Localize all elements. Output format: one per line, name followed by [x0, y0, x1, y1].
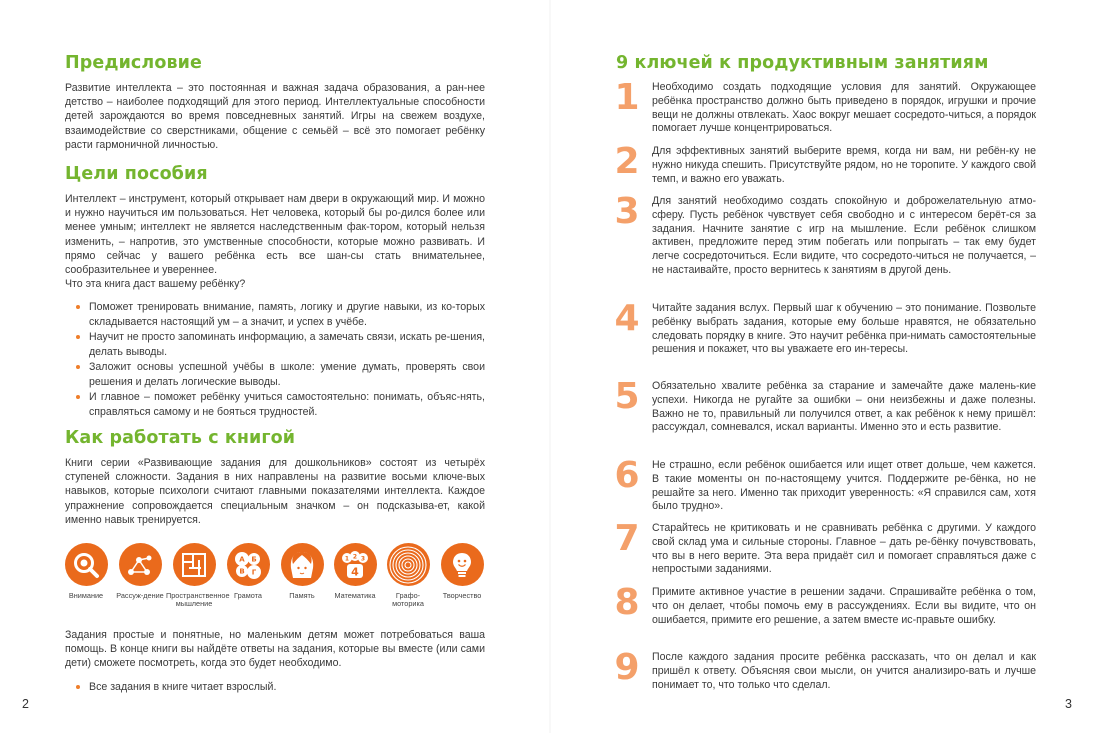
- howto-text: Книги серии «Развивающие задания для дошкольников» состоят из четырёх ступеней сложности. Задания в них направлены на развитие восьми ключе-вых навыков, которые психологи считают главными показателями интеллекта. Каждое упражнение сопровождается специальным значком – он подсказыва-ет, какой именно навык тренируется.: [65, 457, 485, 526]
- goals-title: Цели пособия: [65, 164, 208, 184]
- key-number: 2: [614, 141, 640, 182]
- key-item: [612, 582, 1036, 646]
- skill-label: Графо-моторика: [392, 591, 424, 609]
- list-item: И главное – поможет ребёнку учиться самостоятельно: понимать, объяс-нять, справляться самому и не бояться трудностей.: [65, 390, 485, 418]
- key-item: [612, 518, 1036, 582]
- skill-label: Математика: [334, 591, 376, 600]
- preface-text: Развитие интеллекта – это постоянная и важная задача образования, а ран-нее детство – наиболее подходящий для этого период. Интеллектуальные способности детей зарождаются во время повседневных занятий. Игры на свежем воздухе, взаимодействие со сверстниками, общение с семьёй – всё это помогает ребёнку расти гармоничной личностью.: [65, 82, 485, 151]
- skill-label: Внимание: [68, 591, 104, 600]
- lightbulb-icon: [441, 543, 484, 586]
- list-item: Заложит основы успешной учёбы в школе: умение думать, проверять свои решения и делать логические выводы.: [65, 360, 485, 388]
- key-number: 6: [614, 455, 640, 496]
- key-text: Для эффективных занятий выберите время, когда ни вам, ни ребён-ку не нужно никуда спешить. Присутствуйте рядом, но не торопите. У каждого свой темп, и важно его уважать.: [652, 145, 1036, 185]
- key-text: Для занятий необходимо создать спокойную и доброжелательную атмо-сферу. Пусть ребёнок чувствует себя свободно и с интересом берёт-ся за задания. Начните занятие с игр на мышление. Если ребёнок слишком активен, предложите перед этим побегать или попрыгать – так ему будет легче сосредоточиться. Если видите, что сосредото-читься не получается, – не настаивайте, просто вернитесь к занятиям в другой день.: [652, 195, 1036, 276]
- svg-text:В: В: [239, 567, 245, 575]
- skill-literacy: [222, 543, 274, 600]
- magnifier-icon: [65, 543, 108, 586]
- key-item: [612, 77, 1036, 141]
- key-number: 8: [614, 582, 640, 623]
- key-number: 5: [614, 376, 640, 417]
- bullet-icon: [76, 365, 80, 369]
- fingerprint-icon: [387, 543, 430, 586]
- skill-label: Творчество: [442, 591, 482, 600]
- goals-bullet-list: [65, 300, 485, 418]
- keys-title: 9 ключей к продуктивным занятиям: [616, 53, 989, 73]
- nodes-icon: [119, 543, 162, 586]
- howto-text-2: Задания простые и понятные, но маленьким детям может потребоваться ваша помощь. В конце книги вы найдёте ответы на задания, которые вы вместе (или сами дети) сможете посмотреть, когда это будет необходимо.: [65, 629, 485, 670]
- list-item: Научит не просто запоминать информацию, а замечать связи, искать ре-шения, делать выводы.: [65, 330, 485, 358]
- key-text: Примите активное участие в решении задачи. Спрашивайте ребёнка о том, что он делает, чтобы помочь ему в рассуждениях. Если вы видите, что он ошибается, примите его решение, а затем вместе ис-правьте ошибку.: [652, 586, 1036, 626]
- key-text: Старайтесь не критиковать и не сравнивать ребёнка с другими. У каждого свой склад ума и сильные стороны. Главное – дать ре-бёнку почувствовать, что вы в него верите. Эта вера придаёт сил и помогает справляться даже с непростыми заданиями.: [652, 522, 1036, 576]
- key-text: Обязательно хвалите ребёнка за старание и замечайте даже малень-кие успехи. Никогда не ругайте за ошибки – они неизбежны и даже полезны. Важно не то, правильный ли получился ответ, а как ребёнок к нему пришёл: рассуждал, сомневался, искал варианты. Именно это и есть развитие.: [652, 380, 1036, 434]
- page-number: 2: [22, 697, 29, 711]
- key-number: 7: [614, 518, 640, 559]
- key-text: Не страшно, если ребёнок ошибается или ищет ответ дольше, чем кажется. В такие моменты он по-настоящему учится. Поддержите ре-бёнка, но не решайте за него. Именно так приходит уверенность: «Я справился сам, хотя было трудно».: [652, 459, 1036, 513]
- letters-icon: [227, 543, 270, 586]
- list-item: Все задания в книге читает взрослый.: [65, 680, 485, 694]
- howto-continued: [65, 628, 485, 695]
- key-text: Читайте задания вслух. Первый шаг к обучению – это понимание. Позвольте ребёнку выбрать задания, которые ему больше нравятся, не обязательно следовать порядку в книге. Это научит ребёнка при-нимать самостоятельные решения и покажет, что вы уважаете его ин-тересы.: [652, 302, 1036, 356]
- maze-icon: [173, 543, 216, 586]
- bullet-icon: [76, 335, 80, 339]
- key-number: 9: [614, 647, 640, 688]
- numbers-icon: [334, 543, 377, 586]
- skill-icons-row: [63, 543, 493, 613]
- svg-text:А: А: [239, 555, 245, 563]
- svg-text:Г: Г: [251, 568, 257, 576]
- preface-title: Предисловие: [65, 53, 202, 73]
- bullet-icon: [76, 305, 80, 309]
- howto-bullet-list: [65, 680, 485, 694]
- skill-spatial: [166, 543, 230, 609]
- skill-reasoning: [114, 543, 166, 600]
- goals-text: Интеллект – инструмент, который открывает нам двери в окружающий мир. И можно и нужно научиться им пользоваться. Нет человека, который бы ро-дился более или менее умным; интеллект не является наследственным фак-тором, который нельзя изменить, – напротив, это умственные способности, которые можно развивать. И прямо сейчас у вашего ребёнка есть все шан-сы стать внимательнее, сообразительнее и увереннее.: [65, 193, 485, 277]
- key-item: [612, 191, 1036, 276]
- skill-graphomotor: [382, 543, 434, 609]
- svg-text:3: 3: [360, 555, 366, 562]
- howto-title: Как работать с книгой: [65, 428, 296, 448]
- key-number: 4: [614, 298, 640, 339]
- page-number: 3: [1065, 697, 1072, 711]
- key-item: [612, 647, 1036, 711]
- key-text: После каждого задания просите ребёнка рассказать, что он делал и как пришёл к ответу. Объясняя свои мысли, он учится анализиро-вать и лучше понимает то, что только что сделал.: [652, 651, 1036, 691]
- bullet-icon: [76, 685, 80, 689]
- bullet-icon: [76, 395, 80, 399]
- skill-attention: [60, 543, 112, 600]
- key-text: Необходимо создать подходящие условия для занятий. Окружающее ребёнка пространство должно быть приведено в порядок, игрушки и прочие вещи не должны отвлекать. Хаос вокруг мешает сосредото-читься, а порядок помогает лучше концентрироваться.: [652, 81, 1036, 135]
- skill-memory: [276, 543, 328, 600]
- thinking-head-icon: [281, 543, 324, 586]
- key-number: 3: [614, 191, 640, 232]
- goals-section: [65, 164, 485, 420]
- svg-text:2: 2: [352, 553, 358, 560]
- key-item: [612, 455, 1036, 519]
- svg-text:Б: Б: [251, 555, 257, 563]
- svg-text:4: 4: [351, 565, 359, 578]
- skill-math: [329, 543, 381, 600]
- list-item: Поможет тренировать внимание, память, логику и другие навыки, из ко-торых складывается настоящий ум – а значит, и успех в учёбе.: [65, 300, 485, 328]
- howto-section: [65, 428, 485, 527]
- skill-label: Рассуж-дение: [116, 591, 164, 600]
- skill-label: Память: [289, 591, 315, 600]
- skill-creativity: [436, 543, 488, 600]
- key-number: 1: [614, 77, 640, 118]
- skill-label: Пространственное мышление: [166, 591, 230, 609]
- svg-text:1: 1: [344, 555, 350, 562]
- key-item: [612, 298, 1036, 362]
- skill-label: Грамота: [234, 591, 262, 600]
- goals-question: Что эта книга даст вашему ребёнку?: [65, 278, 246, 291]
- preface-section: [65, 53, 485, 152]
- key-item: [612, 376, 1036, 440]
